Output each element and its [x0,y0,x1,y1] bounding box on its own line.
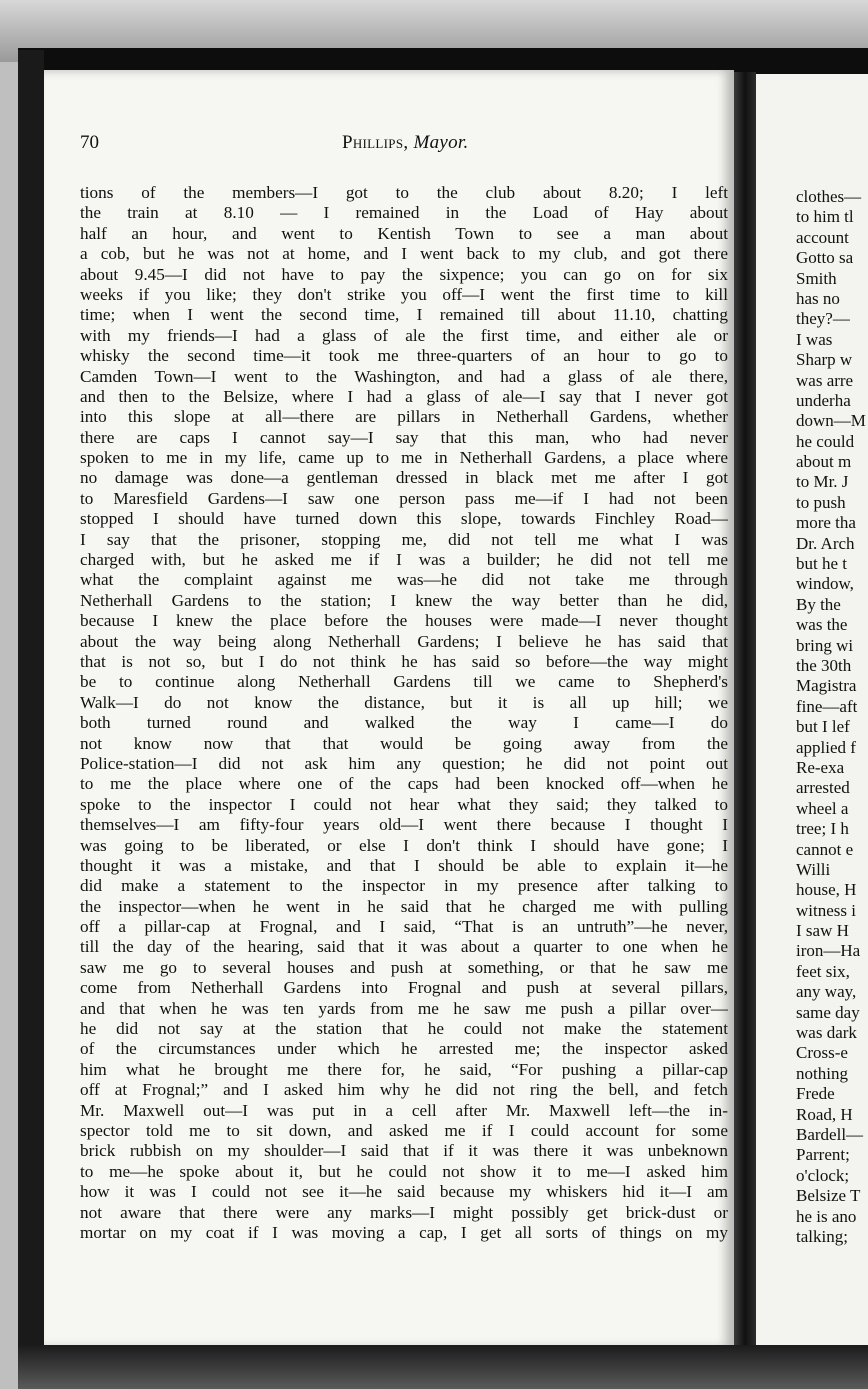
facing-page-line: he could [796,431,855,451]
text-line: time; when I went the second time, I remained till about 11.10, chatting [80,305,728,325]
text-line: Police-station—I did not ask him any question; he did not point out [80,753,728,773]
facing-page-line: bring wi [796,635,854,655]
facing-page-line: arrested [796,778,850,798]
facing-page-line: talking; [796,1226,848,1246]
text-line: not aware that there were any marks—I might possibly get brick-dust or [80,1202,728,1222]
book-gutter [734,72,756,1352]
text-line: I say that the prisoner, stopping me, did not tell me what I was [80,529,728,549]
facing-page-line: was dark [796,1023,857,1043]
text-line: come from Netherhall Gardens into Frognal and push at several pillars, [80,978,728,998]
facing-page-line: window, [796,574,854,594]
page-number: 70 [80,132,99,153]
text-line: Walk—I do not know the distance, but it is all up hill; we [80,692,728,712]
text-line: into this slope at all—there are pillars in Netherhall Gardens, whether [80,407,728,427]
facing-page-line: to push [796,492,846,512]
facing-page-line: about m [796,452,852,472]
text-line: Camden Town—I went to the Washington, and had a glass of ale there, [80,366,728,386]
facing-page-line: to Mr. J [796,472,849,492]
facing-page-line: but he t [796,554,847,574]
facing-page-line: By the [796,594,841,614]
text-line: charged with, but he asked me if I was a builder; he did not tell me [80,550,728,570]
text-line: whisky the second time—it took me three-quarters of an hour to go to [80,346,728,366]
text-line: tions of the members—I got to the club about 8.20; I left [80,183,728,202]
facing-page-line: more tha [796,513,856,533]
text-line: to me the place where one of the caps had been knocked off—when he [80,774,728,794]
text-line: till the day of the hearing, said that it was about a quarter to one when he [80,937,728,957]
text-line: thought it was a mistake, and that I should be able to explain it—he [80,855,728,875]
text-line: with my friends—I had a glass of ale the first time, and either ale or [80,325,728,345]
facing-page-line: wheel a [796,798,849,818]
text-line: a cob, but he was not at home, and I went back to my club, and got there [80,244,728,264]
text-line: both turned round and walked the way I came—I do [80,713,728,733]
text-line: brick rubbish on my shoulder—I said that if it was there it was unbeknown [80,1141,728,1161]
facing-page-line: Parrent; [796,1145,850,1165]
text-line: he did not say at the station that he could not make the statement [80,1019,728,1039]
facing-page-line: witness i [796,900,856,920]
facing-page-line: house, H [796,880,857,900]
facing-page-line: was the [796,615,848,635]
facing-page-line: clothes— [796,187,862,206]
facing-page-line: cannot e [796,839,854,859]
text-line: to Maresfield Gardens—I saw one person pass me—if I had not been [80,488,728,508]
text-line: Mr. Maxwell out—I was put in a cell after Mr. Maxwell left—the in- [80,1100,728,1120]
left-page [44,70,734,1348]
text-line: saw me go to several houses and push at something, or that he saw me [80,957,728,977]
facing-page-line: account [796,227,849,247]
text-line: spoken to me in my life, came up to me in Netherhall Gardens, a place where [80,448,728,468]
text-line: about the way being along Netherhall Gardens; I believe he has said that [80,631,728,651]
facing-page-line: Dr. Arch [796,533,855,553]
facing-page-line: Belsize T [796,1186,861,1206]
facing-page-line: Road, H [796,1104,853,1124]
facing-page-line: nothing [796,1063,848,1083]
text-line: him what he brought me there for, he said, “For pushing a pillar-cap [80,1059,728,1079]
text-line: spector told me to sit down, and asked me if I could account for some [80,1120,728,1140]
facing-page-line: iron—Ha [796,941,861,961]
text-line: to me—he spoke about it, but he could not show it to me—I asked him [80,1161,728,1181]
text-line: and that when he was ten yards from me he saw me push a pillar over— [80,998,728,1018]
text-line: the inspector—when he went in he said that he charged me with pulling [80,896,728,916]
text-line: no damage was done—a gentleman dressed in black met me after I got [80,468,728,488]
running-head-title: Mayor. [413,132,469,153]
facing-page-line: Bardell— [796,1124,864,1144]
text-line: what the complaint against me was—he did not take me through [80,570,728,590]
text-line: be to continue along Netherhall Gardens till we came to Shepherd's [80,672,728,692]
facing-page-line: tree; I h [796,819,849,839]
facing-page-line: was arre [796,370,854,390]
facing-page-line: down—M [796,411,866,431]
text-line: half an hour, and went to Kentish Town to see a man about [80,223,728,243]
facing-page-line: Willi [796,859,831,879]
text-line: that is not so, but I do not think he has said so before—the way might [80,651,728,671]
facing-page-line: to him tl [796,207,854,227]
running-head-name: Phillips, [342,132,409,153]
facing-page-line: but I lef [796,717,850,737]
text-line: because I knew the place before the houses were made—I never thought [80,611,728,631]
facing-page-line: Sharp w [796,350,853,370]
facing-page-line: Re-exa [796,757,845,777]
text-line: and then to the Belsize, where I had a glass of ale—I say that I never got [80,386,728,406]
facing-page-line: same day [796,1002,860,1022]
text-line: did make a statement to the inspector in my presence after talking to [80,876,728,896]
page-header [80,132,720,162]
facing-page-line: applied f [796,737,856,757]
text-line: off a pillar-cap at Frognal, and I said, “That is an untruth”—he never, [80,917,728,937]
facing-page-line: o'clock; [796,1165,850,1185]
facing-page-line: Smith [796,268,837,288]
text-line: stopped I should have turned down this slope, towards Finchley Road— [80,509,728,529]
text-line: of the circumstances under which he arrested me; the inspector asked [80,1039,728,1059]
facing-page-line: any way, [796,982,857,1002]
book-bottom-edge [18,1345,868,1389]
text-line: about 9.45—I did not have to pay the sixpence; you can go on for six [80,264,728,284]
facing-page-line: feet six, [796,961,850,981]
text-line: spoke to the inspector I could not hear what they said; they talked to [80,794,728,814]
book-spine-left [18,50,44,1350]
facing-page-line: I was [796,329,833,349]
running-head [342,132,469,154]
facing-page-line: they?— [796,309,850,329]
facing-page-line: I saw H [796,921,849,941]
text-line: weeks if you like; they don't strike you off—I went the first time to kill [80,284,728,304]
text-line: mortar on my coat if I was moving a cap, I get all sorts of things on my [80,1222,728,1242]
text-line: off at Frognal;” and I asked him why he did not ring the bell, and fetch [80,1080,728,1100]
facing-page-line: Gotto sa [796,248,854,268]
facing-page-line: he is ano [796,1206,857,1226]
facing-page-line: has no [796,288,840,308]
facing-page [756,74,868,1348]
text-line: not know now that that would be going away from the [80,733,728,753]
text-line: the train at 8.10 — I remained in the Load of Hay about [80,203,728,223]
body-text [80,183,728,1243]
text-line: how it was I could not see it—he said because my whiskers hid it—I am [80,1182,728,1202]
facing-page-line: Cross-e [796,1043,848,1063]
text-line: Netherhall Gardens to the station; I knew the way better than he did, [80,590,728,610]
facing-page-text [796,187,868,1247]
text-line: was going to be liberated, or else I don't think I should have gone; I [80,835,728,855]
facing-page-line: fine—aft [796,696,858,716]
facing-page-line: Frede [796,1084,835,1104]
facing-page-line: the 30th [796,655,852,675]
facing-page-line: Magistra [796,676,857,696]
facing-page-line: underha [796,390,851,410]
text-line: there are caps I cannot say—I say that this man, who had never [80,427,728,447]
text-line: themselves—I am fifty-four years old—I went there because I thought I [80,815,728,835]
